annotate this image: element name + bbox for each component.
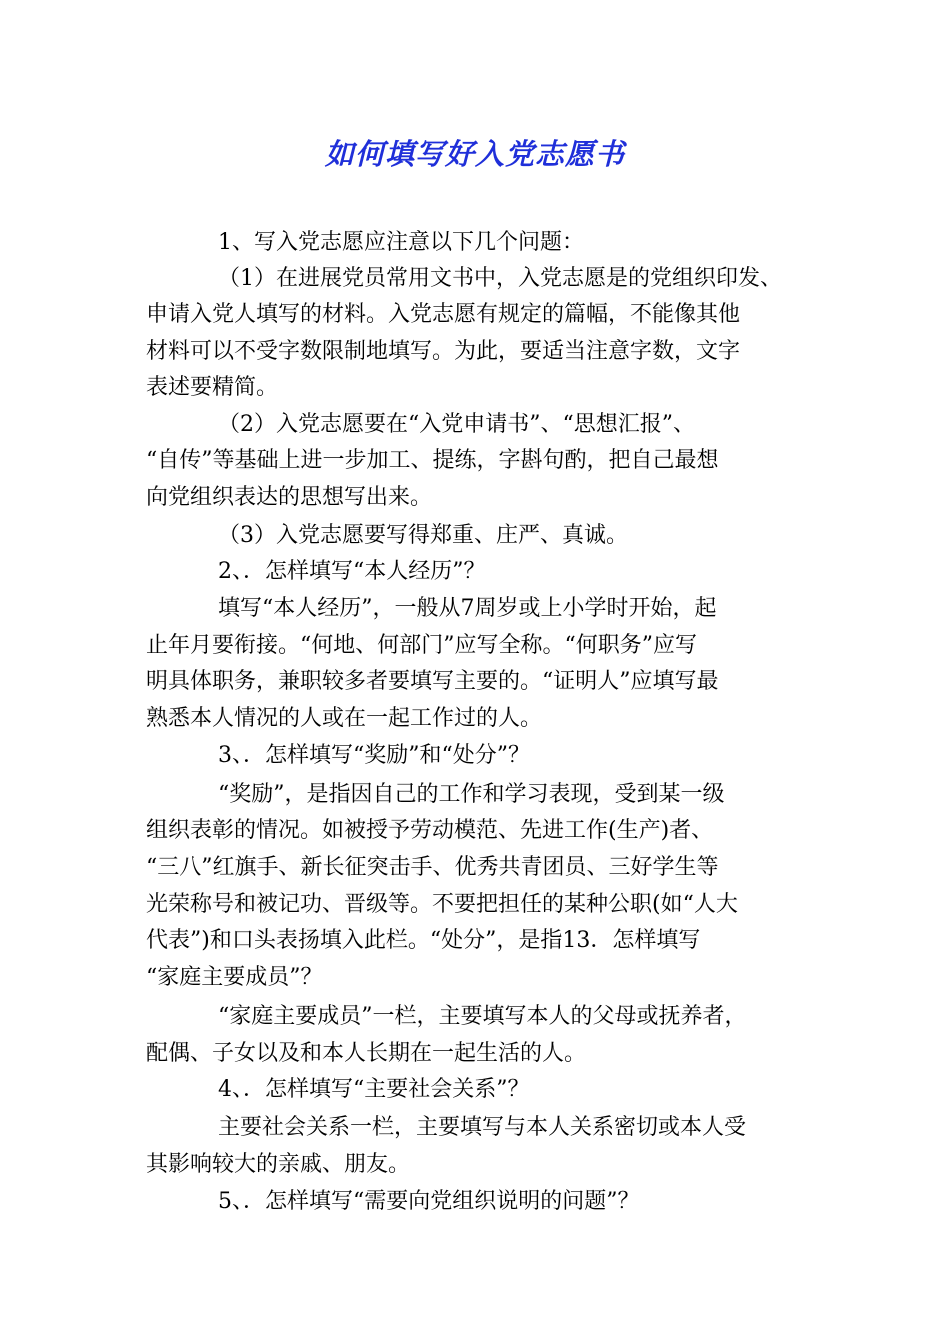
text-line: “奖励”，是指因自己的工作和学习表现，受到某一级 xyxy=(218,782,725,807)
text-line: 填写“本人经历”，一般从7周岁或上小学时开始，起 xyxy=(218,596,717,621)
text-line: 主要社会关系一栏，主要填写与本人关系密切或本人受 xyxy=(218,1115,747,1140)
section-heading: 5、．怎样填写“需要向党组织说明的问题”？ xyxy=(218,1189,640,1214)
text-line: 申请入党人填写的材料。入党志愿有规定的篇幅，不能像其他 xyxy=(146,302,741,327)
text-line: 配偶、子女以及和本人长期在一起生活的人。 xyxy=(146,1041,587,1066)
text-line: （1）在进展党员常用文书中，入党志愿是的党组织印发、 xyxy=(218,266,782,291)
document-title: 如何填写好入党志愿书 xyxy=(324,137,625,171)
text-line: （2）入党志愿要在“入党申请书”、“思想汇报”、 xyxy=(218,412,695,437)
text-line: 明具体职务，兼职较多者要填写主要的。“证明人”应填写最 xyxy=(146,669,719,694)
section-heading: 4、．怎样填写“主要社会关系”？ xyxy=(218,1077,530,1102)
text-line: 熟悉本人情况的人或在一起工作过的人。 xyxy=(146,706,543,731)
text-line: “家庭主要成员”？ xyxy=(146,965,323,990)
text-line: “自传”等基础上进一步加工、提练，字斟句酌，把自己最想 xyxy=(146,448,719,473)
text-line: 光荣称号和被记功、晋级等。不要把担任的某种公职(如“人大 xyxy=(146,892,738,917)
text-line: “家庭主要成员”一栏，主要填写本人的父母或抚养者， xyxy=(218,1004,747,1029)
text-line: 材料可以不受字数限制地填写。为此，要适当注意字数，文字 xyxy=(146,339,741,364)
text-line: 组织表彰的情况。如被授予劳动模范、先进工作(生产)者、 xyxy=(146,818,714,843)
text-line: 1、写入党志愿应注意以下几个问题： xyxy=(218,230,584,255)
section-heading: 2、．怎样填写“本人经历”？ xyxy=(218,559,486,584)
section-heading: 3、．怎样填写“奖励”和“处分”？ xyxy=(218,743,530,768)
text-line: “三八”红旗手、新长征突击手、优秀共青团员、三好学生等 xyxy=(146,855,719,880)
text-line: 向党组织表达的思想写出来。 xyxy=(146,485,433,510)
text-line: 代表”)和口头表扬填入此栏。“处分”，是指13．怎样填写 xyxy=(146,928,701,953)
text-line: 止年月要衔接。“何地、何部门”应写全称。“何职务”应写 xyxy=(146,633,697,658)
text-line: 其影响较大的亲戚、朋友。 xyxy=(146,1152,411,1177)
text-line: （3）入党志愿要写得郑重、庄严、真诚。 xyxy=(218,523,628,548)
text-line: 表述要精简。 xyxy=(146,375,279,400)
